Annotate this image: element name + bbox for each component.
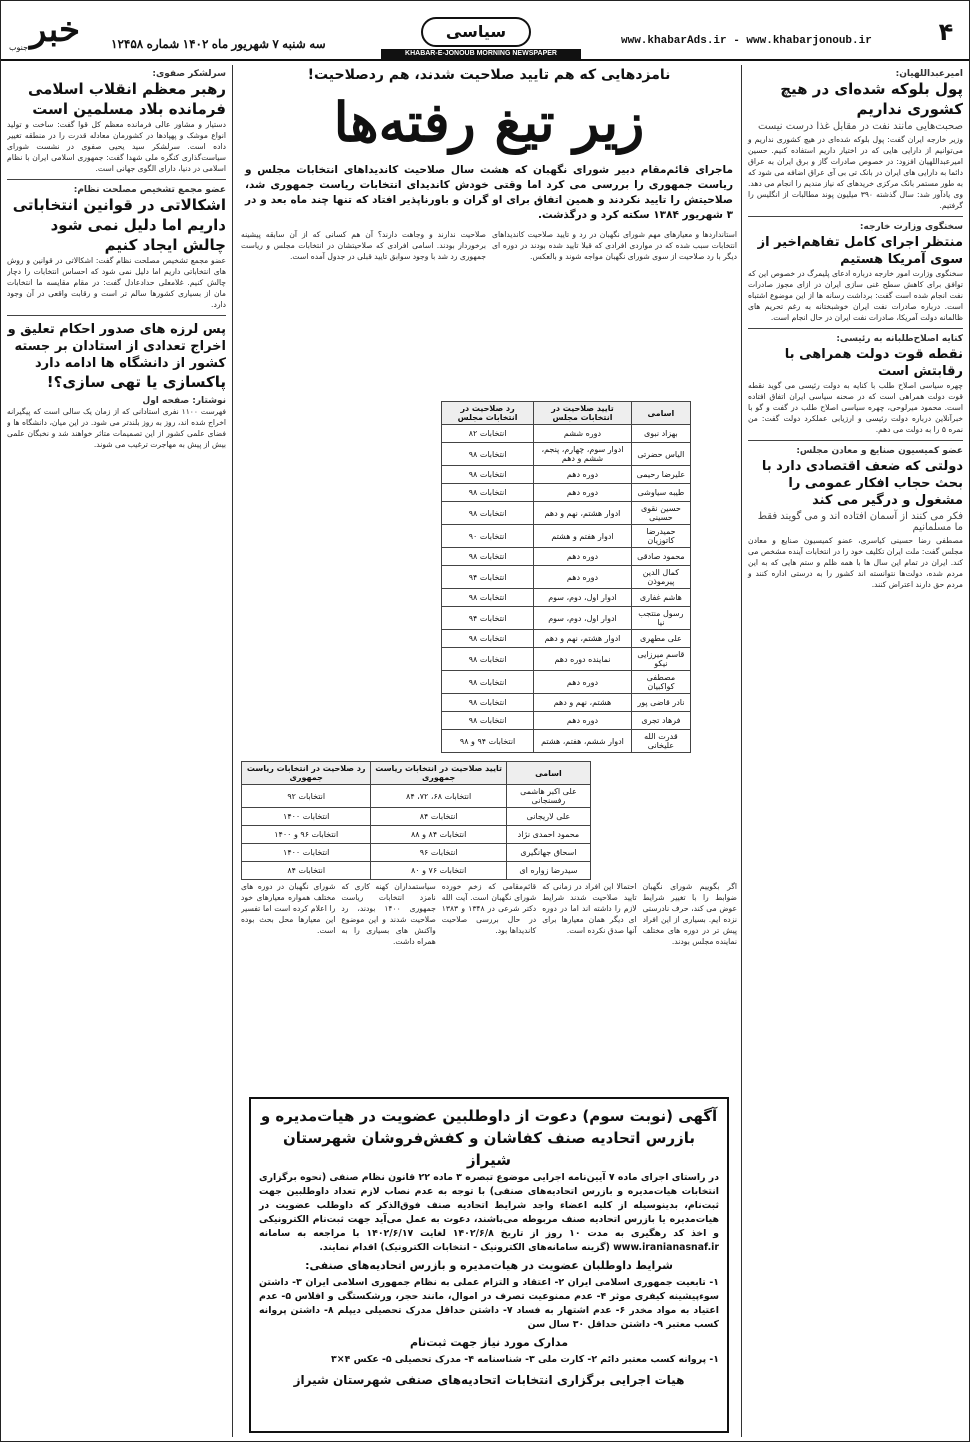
table-row bbox=[442, 730, 691, 753]
table-row bbox=[442, 425, 691, 443]
article-headline: نقطه قوت دولت همراهی با رقابتش است bbox=[784, 347, 963, 379]
table-header-cell: تایید صلاحیت در انتخابات مجلس bbox=[534, 402, 632, 425]
article-headline-main: پاکسازی یا تهی سازی؟! bbox=[46, 373, 226, 391]
table-row bbox=[442, 484, 691, 502]
table-row bbox=[442, 607, 691, 630]
main-title: زیر تیغ رفته‌ها bbox=[333, 90, 645, 154]
table-cell: الیاس حضرتی bbox=[631, 443, 690, 466]
table-cell: انتخابات ۹۲ bbox=[242, 785, 371, 808]
table-cell: دوره دهم bbox=[534, 548, 632, 566]
table-cell: انتخابات ۹۴ bbox=[442, 607, 534, 630]
table-cell: قاسم میرزایی نیکو bbox=[631, 648, 690, 671]
article-deck: فکر می کنند از آسمان افتاده اند و می گویند فقط ما مسلمانیم bbox=[757, 511, 963, 533]
table-cell: دوره دهم bbox=[534, 566, 632, 589]
table-cell: قدرت الله علیخانی bbox=[631, 730, 690, 753]
table-cell: رسول منتجب نیا bbox=[631, 607, 690, 630]
page-number: ۴ bbox=[938, 18, 954, 46]
divider bbox=[748, 440, 963, 441]
main-body: استانداردها و معیارهای مهم شورای نگهبان در رد و تایید صلاحیت کاندیداهای انتخابات سبب شده که در مواردی افرادی که قبلا تایید شده بودند در دوره ای دیگر با رد صلاحیت از سوی شورای نگهبان مواجه شوند و بالعکس. bbox=[492, 230, 737, 261]
parliament-candidates-table bbox=[441, 401, 691, 753]
table-cell: نماینده دوره دهم bbox=[534, 648, 632, 671]
table-cell: انتخابات ۹۸ bbox=[442, 484, 534, 502]
table-row bbox=[442, 502, 691, 525]
table-row bbox=[242, 862, 591, 880]
table-cell: انتخابات ۹۰ bbox=[442, 525, 534, 548]
table-cell: انتخابات ۹۸ bbox=[442, 712, 534, 730]
table-row bbox=[442, 630, 691, 648]
table-header-cell: رد صلاحیت در انتخابات ریاست جمهوری bbox=[242, 762, 371, 785]
table-row bbox=[442, 694, 691, 712]
main-kicker: نامزدهایی که هم تایید صلاحیت شدند، هم ردصلاحیت! bbox=[307, 67, 671, 83]
article-kicker: سخنگوی وزارت خارجه: bbox=[859, 222, 963, 232]
table-cell: انتخابات ۹۸ bbox=[442, 694, 534, 712]
table-cell: دوره دهم bbox=[534, 466, 632, 484]
article-kicker: کنایه اصلاح‌طلبانه به رئیسی: bbox=[836, 334, 963, 344]
table-row bbox=[442, 548, 691, 566]
table-cell: انتخابات ۹۶ و ۱۴۰۰ bbox=[242, 826, 371, 844]
article-headline: اشکالاتی در قوانین انتخاباتی داریم اما دلیل نمی شود چالش ایجاد کنیم bbox=[12, 196, 226, 254]
table-cell: انتخابات ۹۴ و ۹۸ bbox=[442, 730, 534, 753]
table-cell: انتخابات ۸۴ و ۸۸ bbox=[371, 826, 506, 844]
table-cell: انتخابات ۹۸ bbox=[442, 548, 534, 566]
table-header-row bbox=[242, 762, 591, 785]
ad-docs: ۱- پروانه کسب معتبر دائم ۲- کارت ملی ۳- شناسنامه ۴- مدرک تحصیلی ۵- عکس ۴×۳ bbox=[331, 1354, 719, 1365]
table-cell: محمود صادقی bbox=[631, 548, 690, 566]
main-body: سیاستمداران کهنه کاری که نامزد انتخابات ریاست جمهوری ۱۴۰۰ بودند، رد صلاحیت شدند و این موضوع واکنش های بسیاری را به همراه داشت. bbox=[341, 882, 436, 946]
table-cell: انتخابات ۶۸، ۷۲، ۸۴ bbox=[371, 785, 506, 808]
table-cell: دوره دهم bbox=[534, 671, 632, 694]
table-cell: ادوار سوم، چهارم، پنجم، ششم و دهم bbox=[534, 443, 632, 466]
table-cell: هشتم، نهم و دهم bbox=[534, 694, 632, 712]
article-headline: دولتی که ضعف اقتصادی دارد با بحث حجاب افکار عمومی را مشغول و درگیر می کند bbox=[761, 459, 963, 508]
article-body: چهره سیاسی اصلاح طلب با کنایه به دولت رئیسی می گوید نقطه قوت دولت همراهی است که در صحنه سیاسی ایران اتفاق افتاده است. محمود میرلوحی، چهره سیاسی اصلاح طلب در گفت و گو با خبرآنلاین درباره دولت رئیسی و ارزیابی عملکرد دولت گفت: من نمره ۵ را به دولت می دهم. bbox=[748, 381, 963, 434]
table-cell: ادوار ششم، هفتم، هشتم bbox=[534, 730, 632, 753]
article-headline: رهبر معظم انقلاب اسلامی فرمانده بلاد مسلمین است bbox=[27, 80, 226, 118]
main-body: شورای نگهبان در دوره های مختلف همواره معیارهای خود را اعلام کرده است اما تفسیر این معیارها محل بحث بوده است. bbox=[241, 882, 336, 935]
table-cell: حسین نقوی حسینی bbox=[631, 502, 690, 525]
divider bbox=[748, 216, 963, 217]
article-body: سخنگوی وزارت امور خارجه درباره ادعای پلیمرگ در خصوص این که توافق برای کاهش سطح غنی سازی ایران در ازای مجوز صادرات نفت انجام شده است گفت: برداشت رسانه ها از این موضوع اشتباه است. درباره صادرات نفت ایران خوشبختانه به رغم تحریم های ظالمانه دولت آمریکا، صادرات نفت ایران در حال انجام است. bbox=[748, 269, 963, 322]
divider bbox=[7, 315, 226, 316]
table-cell: ادوار اول، دوم، سوم bbox=[534, 607, 632, 630]
logo-subtitle: جنوب bbox=[9, 43, 29, 52]
table-cell: طیبه سیاوشی bbox=[631, 484, 690, 502]
table-row bbox=[442, 443, 691, 466]
issue-line: سه شنبه ۷ شهریور ماه ۱۴۰۲ شماره ۱۲۴۵۸ bbox=[111, 37, 326, 51]
newspaper-logo: خبر bbox=[29, 10, 81, 50]
main-body: احتمالا این افراد در زمانی که تایید صلاحیت شدند شرایط لازم را داشته اند اما در دوره ای دیگر همان معیارها برای آنها صدق نکرده است. bbox=[542, 882, 637, 935]
table-cell: ادوار هشتم، نهم و دهم bbox=[534, 630, 632, 648]
table-cell: اسحاق جهانگیری bbox=[506, 844, 590, 862]
table-cell: انتخابات ۱۴۰۰ bbox=[242, 844, 371, 862]
table-cell: دوره دهم bbox=[534, 484, 632, 502]
table-cell: علی لاریجانی bbox=[506, 808, 590, 826]
table-header-cell: اسامی bbox=[506, 762, 590, 785]
article-headline: منتظر اجرای کامل تفاهم‌اخیر از سوی آمریکا هستیم bbox=[757, 235, 963, 267]
table-cell: ادوار هشتم، نهم و دهم bbox=[534, 502, 632, 525]
table-row bbox=[442, 589, 691, 607]
website-url: www.khabarAds.ir - www.khabarjonoub.ir bbox=[621, 35, 872, 47]
article-headline: پس لرزه های صدور احکام تعلیق و اخراج تعدادی از استادان بر جسته کشور از دانشگاه ها ادامه دارد bbox=[7, 322, 226, 371]
table-cell: حمیدرضا کاتوزیان bbox=[631, 525, 690, 548]
main-body-columns bbox=[241, 229, 737, 262]
table-row bbox=[242, 808, 591, 826]
table-row bbox=[242, 826, 591, 844]
table-cell: علیرضا رحیمی bbox=[631, 466, 690, 484]
table-cell: ادوار اول، دوم، سوم bbox=[534, 589, 632, 607]
main-body: صلاحیت ندارند و وجاهت دارند؟ آن هم کسانی که از آن سابقه پیشینه برخوردار بودند. اسامی افرادی که صلاحیتشان در انتخابات مجلس و ریاست جمهوری رد شد با وجود سوابق تایید قبلی در جدول آمده است. bbox=[241, 230, 486, 261]
table-cell: انتخابات ۹۸ bbox=[442, 589, 534, 607]
table-cell: فرهاد تجری bbox=[631, 712, 690, 730]
article-deck: صحبت‌هایی مانند نفت در مقابل غذا درست نیست bbox=[758, 121, 963, 132]
table-cell: نادر قاضی پور bbox=[631, 694, 690, 712]
divider bbox=[748, 328, 963, 329]
table-cell: علی مطهری bbox=[631, 630, 690, 648]
right-column bbox=[741, 65, 963, 1437]
main-body: اگر بگوییم شورای نگهبان ضوابط را با تغییر شرایط عوض می کند، حرف نادرستی نزده ایم. بسیاری از این افراد پیش تر در دوره های مختلف نماینده مجلس بودند. bbox=[642, 882, 737, 946]
table-row bbox=[442, 525, 691, 548]
article-body: فهرست ۱۱۰۰ نفری استادانی که از زمان یک سالی است که پیگیرانه اخراج شده اند، روز به روز بلندتر می شود. در این میان، دانشگاه ها و فضای علمی کشور از این تصمیمات متاثر خواهند شد و نخبگان علمی بیش از پیش به مهاجرت ترغیب می شوند. bbox=[7, 407, 226, 449]
table-cell: انتخابات ۹۸ bbox=[442, 648, 534, 671]
article-kicker: امیرعبداللهیان: bbox=[895, 69, 963, 79]
table-cell: انتخابات ۹۶ bbox=[371, 844, 506, 862]
ad-footer: هیات اجرایی برگزاری انتخابات اتحادیه‌های صنفی شهرستان شیراز bbox=[293, 1373, 685, 1387]
table-cell: انتخابات ۱۴۰۰ bbox=[242, 808, 371, 826]
main-body: قائم‌مقامی که زخم خورده شورای نگهبان است. آیت الله دکتر شرعی در ۱۳۴۸ و ۱۳۸۳ در حال بررسی صلاحیت کاندیداها بود. bbox=[441, 882, 537, 935]
article-body: عضو مجمع تشخیص مصلحت نظام گفت: اشکالاتی در قوانین و روش های انتخاباتی داریم اما دلیل نمی شود که احساس انتخابات را دچار چالش کنیم. غلامعلی حدادعادل گفت: در مقام مقایسه ما انتخابات مان از بسیاری کشورها سالم تر است و رقابت واقعی در آن وجود دارد. bbox=[7, 256, 226, 309]
table-cell: بهزاد نبوی bbox=[631, 425, 690, 443]
table-cell: انتخابات ۸۲ bbox=[442, 425, 534, 443]
left-column bbox=[7, 65, 233, 1437]
article-body: وزیر خارجه ایران گفت: پول بلوکه شده‌ای در هیچ کشوری نداریم و می‌توانیم از دارایی هایی که در اختیار داریم استفاده کنیم. حسین امیرعبداللهیان افزود: در خصوص صادرات گاز و برق ایران به عراق دائما به دارایی های ایران در بانک تی بی آی عراق اضافه می شود که به طور مستمر بانک مرکزی خریدهای که نیاز مندیم را انجام می دهد. وی یادآور شد: سال گذشته ۳۹۰ میلیون پوند مطالبات از انگلیس را گرفتیم. bbox=[748, 135, 963, 210]
presidential-candidates-table bbox=[241, 761, 591, 880]
table-header-cell: رد صلاحیت در انتخابات مجلس bbox=[442, 402, 534, 425]
main-story-continued bbox=[241, 881, 737, 1091]
table-cell: مصطفی کواکبیان bbox=[631, 671, 690, 694]
table-header-cell: تایید صلاحیت در انتخابات ریاست جمهوری bbox=[371, 762, 506, 785]
divider bbox=[7, 179, 226, 180]
article-headline: پول بلوکه شده‌ای در هیچ کشوری نداریم bbox=[780, 80, 963, 118]
main-lead: ماجرای قائم‌مقام دبیر شورای نگهبان که هشت سال صلاحیت کاندیداهای انتخابات مجلس و ریاست جمهوری را بررسی می کرد اما وقتی خودش کاندیدای انتخابات ریاست جمهوری شد، صلاحیتش را تایید نکردند و همین اتفاق برای او گران و باورناپذیر افتاد که تنها چند ماه بعد و در ۳ شهریور ۱۳۸۴ سکته کرد و درگذشت. bbox=[245, 164, 733, 221]
table-cell: انتخابات ۸۴ bbox=[242, 862, 371, 880]
table-cell: سیدرضا زواره ای bbox=[506, 862, 590, 880]
table-cell: هاشم غفاری bbox=[631, 589, 690, 607]
table-cell: انتخابات ۸۴ bbox=[371, 808, 506, 826]
ad-subtitle: شرایط داوطلبان عضویت در هیات‌مدیره و بازرس اتحادیه‌های صنفی: bbox=[305, 1259, 673, 1272]
table-cell: انتخابات ۹۸ bbox=[442, 630, 534, 648]
table-cell: انتخابات ۷۶ و ۸۰ bbox=[371, 862, 506, 880]
ad-conditions: ۱- تابعیت جمهوری اسلامی ایران ۲- اعتقاد و التزام عملی به نظام جمهوری اسلامی ایران ۳- داشتن سوءپیشینه کیفری موثر ۴- عدم ممنوعیت تصرف در اموال، مانند حجر، ورشکستگی و افلاس ۵- عدم اعتیاد به مواد مخدر ۶- عدم اشتهار به فساد ۷- داشتن حداقل مدرک تحصیلی دیپلم ۸- داشتن پروانه کسب معتبر ۹- داشتن حداقل ۳۰ سال سن bbox=[259, 1277, 719, 1330]
table-cell: ادوار هفتم و هشتم bbox=[534, 525, 632, 548]
article-kicker: سرلشکر صفوی: bbox=[152, 69, 226, 79]
table-header-cell: اسامی bbox=[631, 402, 690, 425]
article-body: مصطفی رضا حسینی کیاسری، عضو کمیسیون صنایع و معادن مجلس گفت: ملت ایران تکلیف خود را در انتخابات آینده مشخص می کند. ایران در تمام این سال ها با همه ظلم و ستم هایی که به این مردم شده، دولت‌ها نتوانسته اند کشور را به درستی اداره کنند و مردم حق دارند اعتراض کنند. bbox=[748, 536, 963, 589]
table-cell: دوره دهم bbox=[534, 712, 632, 730]
ad-title: آگهی (نوبت سوم) دعوت از داوطلبین عضویت در هیات‌مدیره و بازرس اتحادیه صنف کفاشان و کفش‌فروشان شهرستان شیراز bbox=[260, 1107, 718, 1169]
table-cell: انتخابات ۹۴ bbox=[442, 566, 534, 589]
masthead bbox=[1, 1, 970, 61]
table-cell: علی اکبر هاشمی رفسنجانی bbox=[506, 785, 590, 808]
ad-docs-title: مدارک مورد نیاز جهت ثبت‌نام bbox=[409, 1336, 569, 1349]
table-row bbox=[442, 671, 691, 694]
article-body: دستیار و مشاور عالی فرمانده معظم کل قوا گفت: ساخت و تولید انواع موشک و پهپادها در کشورمان معادله قدرت را در منطقه تغییر داده است. سرلشکر سید یحیی صفوی در نشست شورای سیاست‌گذاری کنگره ملی شهدا گفت: جمهوری اسلامی ایران با نظام اسلامی در دنیا، دارای الگوی جهانی است. bbox=[7, 120, 226, 173]
table-cell: انتخابات ۹۸ bbox=[442, 466, 534, 484]
article-kicker: عضو مجمع تشخیص مصلحت نظام: bbox=[73, 185, 226, 195]
english-masthead: KHABAR-E-JONOUB MORNING NEWSPAPER bbox=[381, 49, 581, 59]
article-kicker: عضو کمیسیون صنایع و معادن مجلس: bbox=[796, 446, 963, 456]
table-cell: انتخابات ۹۸ bbox=[442, 671, 534, 694]
table-row bbox=[242, 785, 591, 808]
table-cell: محمود احمدی نژاد bbox=[506, 826, 590, 844]
section-label: سیاسی bbox=[421, 17, 531, 47]
table-cell: انتخابات ۹۸ bbox=[442, 502, 534, 525]
table-cell: دوره ششم bbox=[534, 425, 632, 443]
table-header-row bbox=[442, 402, 691, 425]
table-cell: انتخابات ۹۸ bbox=[442, 443, 534, 466]
table-row bbox=[442, 466, 691, 484]
advertisement-box bbox=[249, 1097, 729, 1433]
table-row bbox=[442, 566, 691, 589]
table-row bbox=[442, 648, 691, 671]
table-row bbox=[242, 844, 591, 862]
ad-body: در راستای اجرای ماده ۷ آیین‌نامه اجرایی موضوع تبصره ۳ ماده ۲۲ قانون نظام صنفی (نحوه برگزاری انتخابات هیات‌مدیره و بازرس اتحادیه‌های صنفی) با توجه به عدم نصاب لازم تعداد داوطلبین جهت ثبت‌نام، بدینوسیله از کلیه اعضاء واجد شرایط اتحادیه صنف فوق‌الذکر که داوطلب عضویت در هیات‌مدیره یا بازرس اتحادیه صنف مربوطه می‌باشند، دعوت به عمل می‌آید جهت ثبت‌نام الکترونیکی و اخذ کد رهگیری به مدت ۱۰ روز از تاریخ ۱۴۰۲/۶/۸ لغایت ۱۴۰۲/۶/۱۷ با مراجعه به سامانه www.iranianasnaf.ir (گزینه سامانه‌های الکترونیک - انتخابات الکترونیک) اقدام نمایند. bbox=[259, 1172, 720, 1253]
table-cell: کمال الدین پیرموذن bbox=[631, 566, 690, 589]
article-byline: نوشتار: صفحه اول bbox=[142, 396, 226, 406]
table-row bbox=[442, 712, 691, 730]
